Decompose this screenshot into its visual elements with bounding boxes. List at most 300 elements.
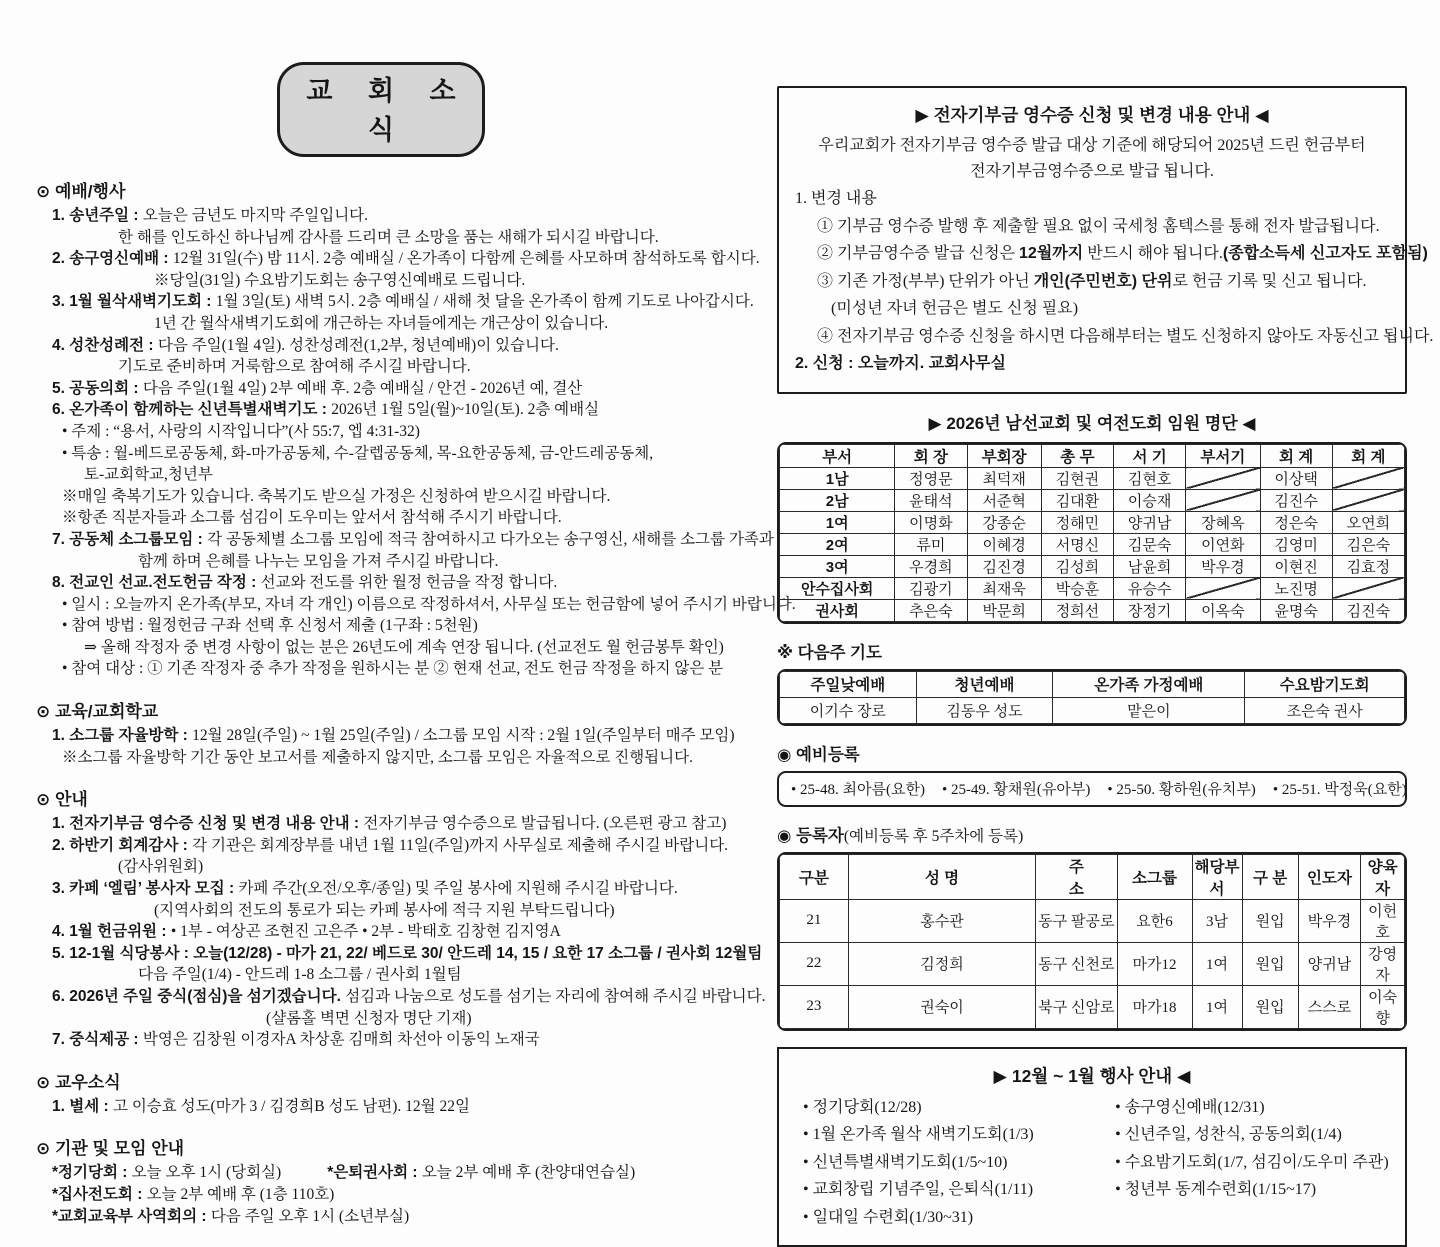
table-cell: 김은숙 <box>1332 533 1404 555</box>
text-line <box>36 856 726 878</box>
table-row <box>780 467 1405 489</box>
text-segment: (감사위원회) <box>118 858 203 875</box>
table-cell: 1남 <box>780 467 895 489</box>
text-line <box>36 421 726 443</box>
prayer-header-row <box>780 671 1405 697</box>
text-segment: 7. 중식제공 : <box>52 1031 143 1048</box>
column-header: 총 무 <box>1041 444 1113 467</box>
pre-registration-entry: • 25-51. 박정욱(요한) <box>1273 782 1407 798</box>
text-segment: 2. 하반기 회계감사 : <box>52 837 192 854</box>
table-cell: 원입 <box>1242 985 1298 1028</box>
section-heading: ⊙ 예배/행사 <box>36 177 726 202</box>
text-line <box>36 356 726 378</box>
pre-registration-heading: ◉ 예비등록 <box>777 741 1407 765</box>
line-segments <box>52 380 582 397</box>
text-segment: 개인(주민번호) 단위 <box>1034 273 1173 290</box>
table-cell: 마가12 <box>1117 942 1192 985</box>
section-lines <box>36 725 726 768</box>
table-cell: 장정기 <box>1114 599 1186 621</box>
text-segment: 12월까지 <box>1019 245 1083 262</box>
bulletin-section <box>36 177 726 680</box>
table-row <box>780 942 1405 985</box>
column-header: 부서 <box>780 444 895 467</box>
line-segments <box>52 1031 540 1048</box>
table-cell: 동구 팔공로 <box>1036 899 1117 942</box>
section-heading: ⊙ 교육/교회학교 <box>36 697 726 722</box>
line-segments <box>817 328 1433 345</box>
registrants-heading <box>777 822 1407 846</box>
section-lines <box>36 1162 726 1227</box>
text-line <box>36 378 726 400</box>
table-cell: 동구 신천로 <box>1036 942 1117 985</box>
event-item: • 일대일 수련회(1/30~31) <box>803 1204 1115 1232</box>
table-cell: 김동우 성도 <box>916 697 1053 723</box>
table-cell: 유승수 <box>1114 577 1186 599</box>
column-header: 청년예배 <box>916 671 1053 697</box>
text-segment: 다음 주일 오후 1시 (소년부실) <box>211 1208 409 1225</box>
text-line <box>36 986 726 1008</box>
table-cell: 노진명 <box>1260 577 1332 599</box>
registrants-body <box>780 899 1405 1028</box>
table-row <box>780 985 1405 1028</box>
line-segments <box>52 250 760 267</box>
text-segment: 다음 주일(1/4) - 안드레 1-8 소그룹 / 권사회 1월팀 <box>138 966 462 983</box>
text-line <box>36 813 726 835</box>
text-segment: 로 헌금 기록 및 신고 됩니다. <box>1172 273 1366 290</box>
text-segment: 8. 전교인 선교.전도헌금 작정 : <box>52 574 261 591</box>
table-row <box>780 899 1405 942</box>
text-segment: 카페 주간(오전/오후/종일) 및 주일 봉사에 지원해 주시길 바랍니다. <box>238 880 677 897</box>
table-cell: 김현권 <box>1041 467 1113 489</box>
column-header: 구분 <box>780 854 849 899</box>
table-cell: 추은숙 <box>895 599 967 621</box>
line-segments <box>52 988 766 1005</box>
text-segment: 다음 주일(1월 4일) 2부 예배 후. 2층 예배실 / 안건 - 2026년 예, 결산 <box>143 380 582 397</box>
table-cell: 이상택 <box>1260 467 1332 489</box>
text-segment: 1. 소그룹 자율방학 : <box>52 727 192 744</box>
text-segment: 2. 송구영신예배 : <box>52 250 173 267</box>
line-segments <box>62 749 693 766</box>
column-header: 회 계 <box>1260 444 1332 467</box>
event-item: • 수요밤기도회(1/7, 섬김이/도우미 주관) <box>1115 1149 1381 1177</box>
text-line <box>795 185 1389 213</box>
text-segment: *집사전도회 : <box>52 1186 147 1203</box>
table-cell: 김광기 <box>895 577 967 599</box>
text-segment: ※매일 축복기도가 있습니다. 축복기도 받으실 가정은 신청하여 받으시길 바랍니다. <box>62 488 610 505</box>
officers-table <box>779 444 1405 622</box>
column-header: 서 기 <box>1114 444 1186 467</box>
line-segments <box>62 445 653 462</box>
text-segment: ① 기부금 영수증 발행 후 제출할 필요 없이 국세청 홈텍스를 통해 전자 발급됩니다. <box>817 218 1380 235</box>
line-segments <box>84 639 724 656</box>
next-week-prayer-heading: ※ 다음주 기도 <box>777 639 1407 663</box>
text-segment: 선교와 전도를 위한 월정 헌금을 작정 합니다. <box>261 574 558 591</box>
line-segments <box>266 1010 472 1027</box>
text-segment: 고 이승효 성도(마가 3 / 김경희B 성도 남편). 12월 22일 <box>113 1098 470 1115</box>
column-header: 온가족 가정예배 <box>1053 671 1245 697</box>
line-segments <box>52 337 559 354</box>
table-cell: 강종순 <box>967 511 1041 533</box>
text-line <box>36 464 726 486</box>
line-segments <box>52 837 728 854</box>
text-line <box>36 878 726 900</box>
column-header: 양육자 <box>1361 854 1405 899</box>
table-cell: 23 <box>780 985 849 1028</box>
text-line <box>36 313 726 335</box>
text-segment: 박영은 김창원 이경자A 차상훈 김매희 차선아 이동익 노재국 <box>143 1031 540 1048</box>
column-header: 주일낮예배 <box>780 671 917 697</box>
line-segments <box>795 190 877 207</box>
text-segment: *정기당회 : <box>52 1164 132 1181</box>
notice-intro-line: 우리교회가 전자기부금 영수증 발급 대상 기준에 해당되어 2025년 드린 헌금부터 <box>795 133 1389 159</box>
table-cell <box>1332 467 1404 489</box>
page-title: 교 회 소 식 <box>277 62 485 157</box>
text-segment: 2. 신청 : 오늘까지. 교회사무실 <box>795 355 1006 372</box>
line-segments <box>52 1186 334 1203</box>
table-cell: 박우경 <box>1298 899 1361 942</box>
line-segments <box>138 966 462 983</box>
text-segment: • 참여 방법 : 월정헌금 구좌 선택 후 신청서 제출 (1구좌 : 5천원) <box>62 617 478 634</box>
text-segment: 1. 전자기부금 영수증 신청 및 변경 내용 안내 : <box>52 815 363 832</box>
text-line <box>795 350 1389 378</box>
events-title: ▶ 12월 ~ 1월 행사 안내 ◀ <box>803 1063 1381 1088</box>
bulletin-section <box>36 1068 726 1118</box>
table-cell: 정해민 <box>1041 511 1113 533</box>
column-header: 회 계 <box>1332 444 1404 467</box>
text-segment: *은퇴권사회 : <box>327 1164 422 1181</box>
table-cell: 김진수 <box>1260 489 1332 511</box>
line-segments <box>62 488 610 505</box>
table-row <box>780 555 1405 577</box>
events-columns <box>803 1094 1381 1232</box>
line-segments <box>817 245 1428 262</box>
table-cell: 정영문 <box>895 467 967 489</box>
text-line <box>36 1096 726 1118</box>
table-cell: 21 <box>780 899 849 942</box>
text-segment: ※항존 직분자들과 소그룹 섬김이 도우미는 앞서서 참석해 주시기 바랍니다. <box>62 509 562 526</box>
table-row <box>780 533 1405 555</box>
text-segment: 반드시 해야 됩니다. <box>1083 245 1223 262</box>
table-cell <box>1186 577 1260 599</box>
table-cell: 권사회 <box>780 599 895 621</box>
officers-table-title: ▶ 2026년 남선교회 및 여전도회 임원 명단 ◀ <box>777 409 1407 434</box>
text-line <box>36 399 726 421</box>
line-segments <box>52 727 735 744</box>
line-segments <box>118 358 471 375</box>
line-segments <box>154 902 615 919</box>
line-segments <box>84 466 213 483</box>
prayer-table <box>779 671 1405 724</box>
text-segment: (미성년 자녀 헌금은 별도 신청 필요) <box>831 300 1078 317</box>
right-column <box>777 86 1407 1247</box>
text-line <box>795 295 1389 323</box>
text-line <box>36 637 726 659</box>
table-cell: 이혜경 <box>967 533 1041 555</box>
table-cell: 박우경 <box>1186 555 1260 577</box>
line-segments <box>817 218 1380 235</box>
events-list-right <box>1115 1094 1381 1232</box>
table-cell: 김성희 <box>1041 555 1113 577</box>
table-cell: 이헌호 <box>1361 899 1405 942</box>
column-header: 주 소 <box>1036 854 1117 899</box>
table-cell: 원입 <box>1242 899 1298 942</box>
table-cell <box>1186 467 1260 489</box>
table-cell: 김효정 <box>1332 555 1404 577</box>
table-cell: 권숙이 <box>848 985 1036 1028</box>
text-line <box>795 240 1389 268</box>
table-cell: 윤명숙 <box>1260 599 1332 621</box>
table-cell: 김영미 <box>1260 533 1332 555</box>
table-cell: 김정희 <box>848 942 1036 985</box>
text-segment: 오늘 2부 예배 후 (1층 110호) <box>147 1186 335 1203</box>
line-segments <box>52 1098 470 1115</box>
text-segment: 7. 공동체 소그룹모임 : <box>52 531 207 548</box>
text-segment: • 참여 대상 : ① 기존 작정자 중 추가 작정을 원하시는 분 ② 현재 선교, 전도 헌금 작정을 하지 않은 분 <box>62 660 723 677</box>
line-segments <box>52 923 561 940</box>
table-cell: 22 <box>780 942 849 985</box>
column-header: 인도자 <box>1298 854 1361 899</box>
notice-title: ▶ 전자기부금 영수증 신청 및 변경 내용 안내 ◀ <box>795 102 1389 127</box>
event-item: • 신년특별새벽기도회(1/5~10) <box>803 1149 1115 1177</box>
text-line <box>36 270 726 292</box>
text-segment: 오늘은 금년도 마지막 주일입니다. <box>143 207 368 224</box>
text-segment: • 주제 : “용서, 사랑의 시작입니다”(사 55:7, 엡 4:31-32) <box>62 423 420 440</box>
event-item: • 1월 온가족 월삭 새벽기도회(1/3) <box>803 1121 1115 1149</box>
text-segment: 오늘 2부 예배 후 (찬양대연습실) <box>422 1164 635 1181</box>
table-cell: 류미 <box>895 533 967 555</box>
table-row <box>780 599 1405 621</box>
registrants-table-wrap <box>777 852 1407 1031</box>
section-heading: ⊙ 교우소식 <box>36 1068 726 1093</box>
line-segments <box>795 355 1006 372</box>
table-cell: 원입 <box>1242 942 1298 985</box>
line-segments <box>62 617 478 634</box>
table-cell: 1여 <box>1192 985 1242 1028</box>
text-line <box>36 658 726 680</box>
text-line <box>36 291 726 313</box>
column-header: 구 분 <box>1242 854 1298 899</box>
text-segment: 2026년 1월 5일(월)~10일(토). 2층 예배실 <box>331 401 599 418</box>
officers-body <box>780 467 1405 621</box>
table-cell: 서준혁 <box>967 489 1041 511</box>
table-cell: 김문숙 <box>1114 533 1186 555</box>
table-cell: 1여 <box>780 511 895 533</box>
text-line <box>795 323 1389 351</box>
table-cell: 정희선 <box>1041 599 1113 621</box>
text-segment: • 1부 - 여상곤 조현진 고은주 • 2부 - 박태호 김창현 김지영A <box>171 923 561 940</box>
text-segment: 5. 12-1월 식당봉사 : 오늘(12/28) - 마가 21, 22/ 베드로 30/ 안드레 14, 15 / 요한 17 소그룹 / 권사회 12월팀 <box>52 945 762 962</box>
table-row <box>780 577 1405 599</box>
officers-header-row <box>780 444 1405 467</box>
table-cell: 박승훈 <box>1041 577 1113 599</box>
text-segment: 12월 31일(수) 밤 11시. 2층 예배실 / 온가족이 다함께 은혜를 사모하며 참석하도록 합시다. <box>173 250 760 267</box>
line-segments <box>52 1208 409 1225</box>
text-segment: 함께 하며 은혜를 나누는 모임을 가져 주시길 바랍니다. <box>138 553 498 570</box>
text-segment: 한 해를 인도하신 하나님께 감사를 드리며 큰 소망을 품는 새해가 되시길 바랍니다. <box>118 229 659 246</box>
table-cell: 요한6 <box>1117 899 1192 942</box>
text-segment: 각 기관은 회계장부를 내년 1월 11일(주일)까지 사무실로 제출해 주시길 바랍니다. <box>192 837 728 854</box>
table-cell: 이옥숙 <box>1186 599 1260 621</box>
text-line <box>36 335 726 357</box>
table-cell: 이승재 <box>1114 489 1186 511</box>
column-header: 부서기 <box>1186 444 1260 467</box>
text-segment: 3. 1월 월삭새벽기도회 : <box>52 293 216 310</box>
bulletin-section <box>36 1134 726 1227</box>
line-segments <box>52 815 726 832</box>
text-segment: 12월 28일(주일) ~ 1월 25일(주일) / 소그룹 모임 시작 : 2월 1일(주일부터 매주 모임) <box>192 727 734 744</box>
registrants-table <box>779 854 1405 1029</box>
line-segments <box>52 207 368 224</box>
line-segments <box>52 531 774 548</box>
text-segment: 섬김과 나눔으로 성도를 섬기는 자리에 참여해 주시길 바랍니다. <box>345 988 765 1005</box>
table-cell: 안수집사회 <box>780 577 895 599</box>
text-segment: (종합소득세 신고자도 포함됨) <box>1223 245 1428 262</box>
text-line <box>36 1184 726 1206</box>
table-cell: 이기수 장로 <box>780 697 917 723</box>
text-segment: 각 공동체별 소그룹 모임에 적극 참여하시고 다가오는 송구영신, 새해를 소그룹 가족과 <box>207 531 774 548</box>
text-line <box>36 205 726 227</box>
text-line <box>36 507 726 529</box>
table-cell: 양귀남 <box>1114 511 1186 533</box>
text-segment: 다음 주일(1월 4일). 성찬성례전(1,2부, 청년예배)이 있습니다. <box>158 337 559 354</box>
line-segments <box>817 273 1366 290</box>
text-line <box>36 1206 726 1228</box>
table-cell: 맡은이 <box>1053 697 1245 723</box>
table-cell: 북구 신암로 <box>1036 985 1117 1028</box>
column-header: 수요밤기도회 <box>1245 671 1405 697</box>
table-cell: 양귀남 <box>1298 942 1361 985</box>
table-cell: 이현진 <box>1260 555 1332 577</box>
table-cell: 이연화 <box>1186 533 1260 555</box>
text-segment: 오늘 오후 1시 (당회실) <box>132 1164 281 1181</box>
text-line <box>36 529 726 551</box>
text-segment: 기도로 준비하며 거룩함으로 참여해 주시길 바랍니다. <box>118 358 471 375</box>
table-cell: 1여 <box>1192 942 1242 985</box>
text-line <box>36 594 726 616</box>
line-segments <box>154 315 608 332</box>
event-item: • 신년주일, 성찬식, 공동의회(1/4) <box>1115 1121 1381 1149</box>
text-segment: ② 기부금영수증 발급 신청은 <box>817 245 1019 262</box>
table-cell: 최재욱 <box>967 577 1041 599</box>
line-segments <box>52 293 754 310</box>
table-row <box>780 489 1405 511</box>
text-segment: 6. 온가족이 함께하는 신년특별새벽기도 : <box>52 401 331 418</box>
text-segment: 4. 1월 헌금위원 : <box>52 923 171 940</box>
table-cell: 2남 <box>780 489 895 511</box>
line-segments <box>62 509 562 526</box>
left-sections <box>36 177 726 1227</box>
pre-registration-entry: • 25-48. 최아름(요한) <box>791 782 925 798</box>
table-cell: 김대환 <box>1041 489 1113 511</box>
table-cell: 우경희 <box>895 555 967 577</box>
left-column <box>36 60 726 1227</box>
section-lines <box>36 1096 726 1118</box>
text-segment: 3. 카페 ‘엘림’ 봉사자 모집 : <box>52 880 238 897</box>
table-cell: 이명화 <box>895 511 967 533</box>
text-segment: 1월 3일(토) 새벽 5시. 2층 예배실 / 새해 첫 달을 온가족이 함께 기도로 나아갑시다. <box>216 293 754 310</box>
text-segment: 토-교회학교,청년부 <box>84 466 213 483</box>
section-heading: ⊙ 기관 및 모임 안내 <box>36 1134 726 1159</box>
text-segment: *교회교육부 사역회의 : <box>52 1208 211 1225</box>
table-cell <box>1332 489 1404 511</box>
line-segments <box>52 880 678 897</box>
e-receipt-notice-box <box>777 86 1407 394</box>
table-cell: 강영자 <box>1361 942 1405 985</box>
column-header: 성 명 <box>848 854 1036 899</box>
event-item: • 송구영신예배(12/31) <box>1115 1094 1381 1122</box>
table-cell: 박문희 <box>967 599 1041 621</box>
table-cell: 장혜옥 <box>1186 511 1260 533</box>
table-cell: 2여 <box>780 533 895 555</box>
line-segments <box>118 229 659 246</box>
text-line <box>36 443 726 465</box>
text-line <box>36 227 726 249</box>
line-segments <box>52 1164 635 1181</box>
prayer-value-row <box>780 697 1405 723</box>
registrants-heading-note: (예비등록 후 5주차에 등록) <box>844 828 1023 845</box>
notice-lines <box>795 185 1389 378</box>
table-cell: 김현호 <box>1114 467 1186 489</box>
bulletin-section <box>36 785 726 1051</box>
text-segment: ④ 전자기부금 영수증 신청을 하시면 다음해부터는 별도 신청하지 않아도 자동신고 됩니다. <box>817 328 1433 345</box>
table-cell: 3남 <box>1192 899 1242 942</box>
event-item: • 교회창립 기념주일, 은퇴식(1/11) <box>803 1176 1115 1204</box>
prayer-table-wrap <box>777 669 1407 726</box>
table-cell <box>1186 489 1260 511</box>
event-item: • 청년부 동계수련회(1/15~17) <box>1115 1176 1381 1204</box>
table-cell: 김진숙 <box>1332 599 1404 621</box>
text-line <box>795 268 1389 296</box>
table-cell: 김진경 <box>967 555 1041 577</box>
events-list-left <box>803 1094 1115 1232</box>
section-lines <box>36 205 726 680</box>
text-segment: 1. 송년주일 : <box>52 207 143 224</box>
text-segment: 4. 성찬성례전 : <box>52 337 158 354</box>
section-lines <box>36 813 726 1051</box>
text-segment: ※소그룹 자율방학 기간 동안 보고서를 제출하지 않지만, 소그룹 모임은 자율적으로 진행됩니다. <box>62 749 693 766</box>
text-line <box>36 1029 726 1051</box>
text-line <box>36 900 726 922</box>
text-segment: (샬롬홀 벽면 신청자 명단 기재) <box>266 1010 472 1027</box>
column-header: 회 장 <box>895 444 967 467</box>
events-box <box>777 1047 1407 1247</box>
bulletin-section <box>36 697 726 768</box>
column-header: 소그룹 <box>1117 854 1192 899</box>
line-segments <box>52 574 557 591</box>
pre-registration-entry: • 25-49. 황채원(유아부) <box>942 782 1090 798</box>
text-segment: (지역사회의 전도의 통로가 되는 카페 봉사에 적극 지원 부탁드립니다) <box>154 902 615 919</box>
text-segment: ※당일(31일) 수요밤기도회는 송구영신예배로 드립니다. <box>154 272 525 289</box>
text-segment: 1년 간 월삭새벽기도회에 개근하는 자녀들에게는 개근상이 있습니다. <box>154 315 608 332</box>
table-cell: 윤태석 <box>895 489 967 511</box>
table-cell: 조은숙 권사 <box>1245 697 1405 723</box>
registrants-heading-label: ◉ 등록자 <box>777 827 844 845</box>
pre-registration-entry: • 25-50. 황하원(유치부) <box>1107 782 1255 798</box>
text-line <box>36 615 726 637</box>
text-line <box>36 1008 726 1030</box>
table-cell: 남윤희 <box>1114 555 1186 577</box>
text-segment: 6. 2026년 주일 중식(점심)을 섬기겠습니다. <box>52 988 345 1005</box>
table-row <box>780 511 1405 533</box>
text-segment: 1. 별세 : <box>52 1098 113 1115</box>
line-segments <box>154 272 525 289</box>
table-cell: 3여 <box>780 555 895 577</box>
table-cell <box>1332 577 1404 599</box>
officers-table-wrap <box>777 442 1407 624</box>
table-cell: 서명신 <box>1041 533 1113 555</box>
column-header: 부회장 <box>967 444 1041 467</box>
line-segments <box>52 945 762 962</box>
